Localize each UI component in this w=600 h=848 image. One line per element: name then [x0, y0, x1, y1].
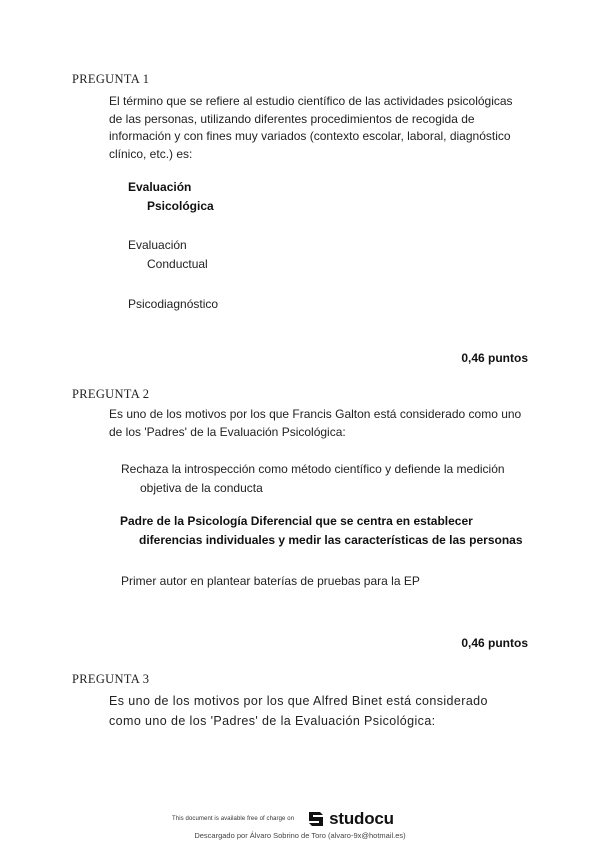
question-3-title: PREGUNTA 3 [72, 672, 150, 686]
question-1-option-1[interactable] [128, 178, 214, 216]
question-2-points: 0,46 puntos [461, 636, 528, 650]
question-1-text-line: clínico, etc.) es: [109, 146, 193, 161]
question-2-text-line: de los 'Padres' de la Evaluación Psicológica: [109, 424, 346, 439]
question-2-option-2[interactable] [120, 512, 523, 550]
question-2-option-3[interactable] [121, 572, 420, 591]
question-1-title: PREGUNTA 1 [72, 72, 150, 86]
option-text-line1: Primer autor en plantear baterías de pruebas para la EP [121, 574, 420, 588]
question-1-text-line: de las personas, utilizando diferentes procedimientos de recogida de [109, 111, 475, 126]
option-text-line1: Evaluación [128, 238, 187, 252]
studocu-logo-text: studocu [329, 809, 394, 828]
question-2-text-line: Es uno de los motivos por los que Francis Galton está considerado como uno [109, 407, 522, 421]
option-text-line2: Psicológica [147, 199, 214, 213]
question-1-option-2[interactable] [128, 236, 208, 274]
question-3-text-line: como uno de los 'Padres' de la Evaluación Psicológica: [109, 713, 436, 728]
option-text-line1: Rechaza la introspección como método científico y defiende la medición [121, 462, 505, 476]
question-3-text-line: Es uno de los motivos por los que Alfred Binet está considerado [109, 694, 488, 708]
question-1-text-line: El término que se refiere al estudio científico de las actividades psicológicas [109, 94, 513, 108]
option-text-line2: diferencias individuales y medir las características de las personas [139, 533, 523, 547]
question-1-points: 0,46 puntos [461, 351, 528, 365]
footer-available-note: This document is available free of charge on [172, 816, 295, 822]
question-2-title: PREGUNTA 2 [72, 387, 150, 401]
question-2-text [109, 406, 529, 441]
question-1-option-3[interactable] [128, 295, 218, 314]
studocu-s-logo-icon [306, 809, 326, 829]
footer-branding [172, 807, 432, 831]
option-text-line1: Evaluación [128, 180, 192, 194]
question-3-text [109, 692, 529, 731]
option-text-line1: Psicodiagnóstico [128, 297, 219, 311]
option-text-line2: Conductual [147, 257, 208, 271]
question-1-text-line: información y con fines muy variados (contexto escolar, laboral, diagnóstico [109, 129, 511, 143]
option-text-line1: Padre de la Psicología Diferencial que se centra en establecer [120, 514, 473, 528]
studocu-logo-link[interactable] [306, 809, 394, 829]
question-2-option-1[interactable] [121, 460, 505, 498]
footer-downloaded-by: Descargado por Álvaro Sobrino de Toro (alvaro-9x@hotmail.es) [194, 831, 406, 840]
option-text-line2: objetiva de la conducta [140, 481, 263, 495]
question-1-text [109, 93, 529, 163]
